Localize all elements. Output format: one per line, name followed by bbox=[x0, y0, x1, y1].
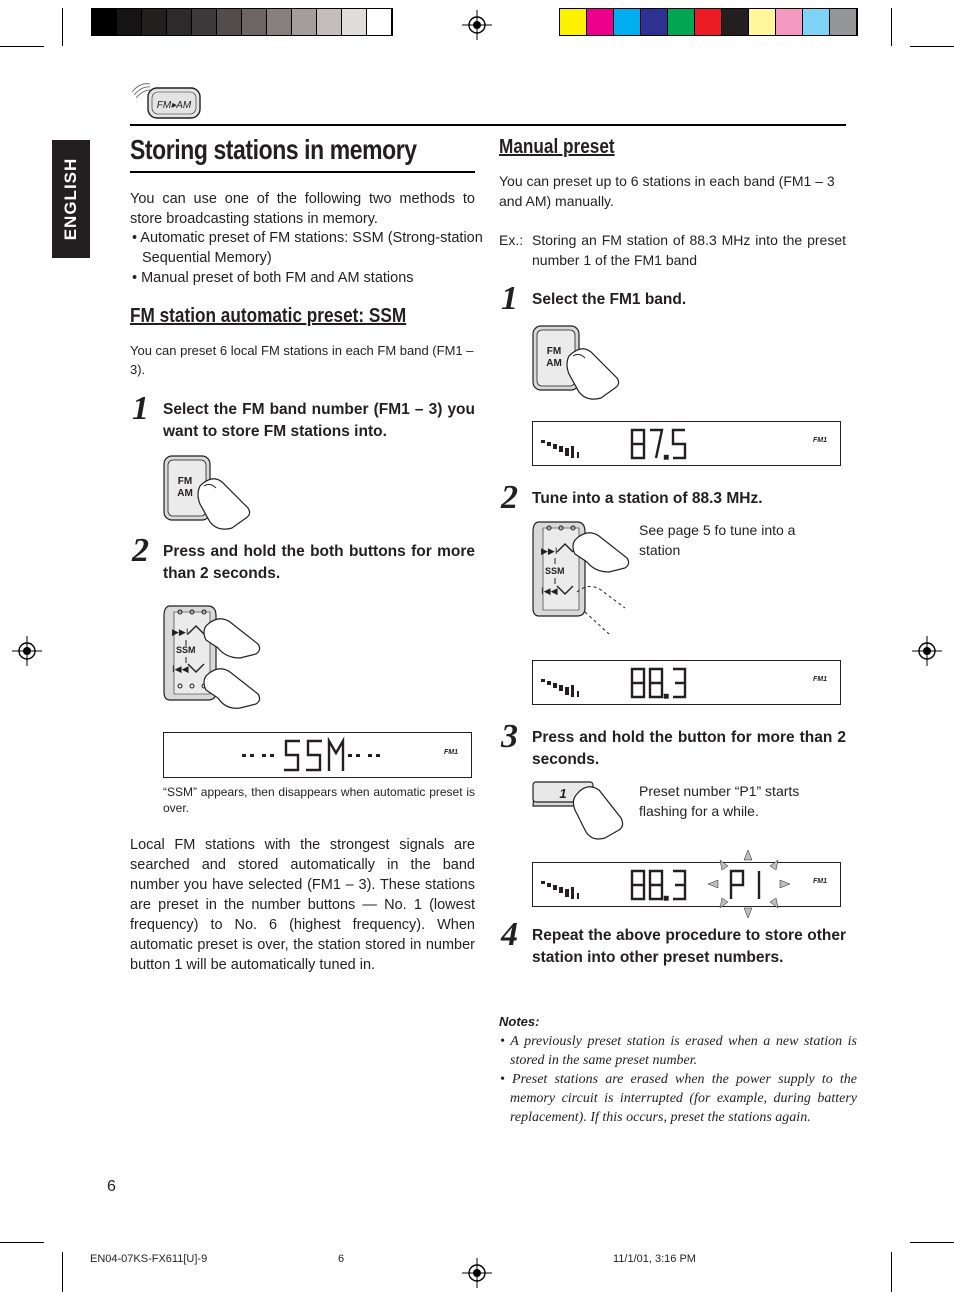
svg-text:▶▶I: ▶▶I bbox=[172, 628, 189, 638]
step-text: Select the FM band number (FM1 – 3) you want to store FM stations into. bbox=[163, 401, 475, 440]
ssm-buttons-illustration bbox=[160, 600, 265, 718]
page-title: Storing stations in memory bbox=[130, 134, 417, 165]
svg-text:FM1: FM1 bbox=[813, 878, 827, 885]
fm-am-button-illustration bbox=[160, 452, 255, 534]
footer-file-id: EN04-07KS-FX611[U]-9 bbox=[90, 1253, 208, 1265]
footer-timestamp: 11/1/01, 3:16 PM bbox=[613, 1253, 696, 1265]
color-swatch bbox=[722, 9, 749, 35]
fm-am-button-illustration bbox=[529, 322, 624, 406]
notes-title: Notes: bbox=[499, 1014, 540, 1029]
color-swatch bbox=[695, 9, 722, 35]
step-text: Press and hold the button for more than 2 seconds. bbox=[532, 729, 846, 768]
color-swatch bbox=[560, 9, 587, 35]
crop-mark bbox=[62, 8, 63, 46]
manual-intro: You can preset up to 6 stations in each band (FM1 – 3 and AM) manually. bbox=[499, 173, 835, 209]
svg-text:I◀◀: I◀◀ bbox=[172, 665, 189, 675]
step-number: 1 bbox=[501, 280, 518, 317]
color-swatch bbox=[803, 9, 830, 35]
registration-mark-icon bbox=[462, 10, 492, 40]
step-number: 2 bbox=[132, 532, 149, 569]
note-item: • Preset stations are erased when the power supply to the memory circuit is interrupted (for example, during battery replacement). If this occurs, preset the stations again. bbox=[500, 1072, 857, 1125]
svg-text:AM: AM bbox=[177, 488, 193, 499]
svg-text:FM: FM bbox=[546, 346, 562, 357]
color-calibration-bar bbox=[559, 8, 858, 36]
color-swatch bbox=[117, 9, 142, 35]
crop-mark bbox=[910, 1242, 954, 1243]
fm-am-mode-icon bbox=[130, 80, 202, 120]
color-swatch bbox=[776, 9, 803, 35]
step-text: Repeat the above procedure to store other station into other preset numbers. bbox=[532, 927, 846, 966]
step-text: Select the FM1 band. bbox=[532, 291, 687, 308]
step-number: 1 bbox=[132, 390, 149, 427]
color-swatch bbox=[342, 9, 367, 35]
crop-mark bbox=[891, 8, 892, 46]
crop-mark bbox=[0, 46, 44, 47]
note-item: • A previously preset station is erased when a new station is stored in the same preset number. bbox=[500, 1034, 857, 1068]
section-heading-ssm: FM station automatic preset: SSM bbox=[130, 305, 407, 327]
lcd-display-ssm bbox=[163, 732, 472, 778]
svg-text:AM: AM bbox=[546, 358, 562, 369]
svg-text:▶▶I: ▶▶I bbox=[541, 547, 558, 557]
lcd-caption: “SSM” appears, then disappears when automatic preset is over. bbox=[163, 785, 475, 815]
step3-note: Preset number “P1” starts flashing for a while. bbox=[639, 783, 800, 819]
flashing-indicator-icon bbox=[700, 848, 800, 920]
bullet-item: • Automatic preset of FM stations: SSM (Strong-station Sequential Memory) bbox=[132, 230, 483, 266]
registration-mark-icon bbox=[462, 1258, 492, 1288]
svg-text:FM1: FM1 bbox=[813, 437, 827, 444]
svg-text:FM: FM bbox=[177, 476, 193, 487]
crop-mark bbox=[62, 1252, 63, 1292]
crop-mark bbox=[0, 1242, 44, 1243]
color-swatch bbox=[142, 9, 167, 35]
color-swatch bbox=[92, 9, 117, 35]
page-number: 6 bbox=[107, 1178, 116, 1195]
language-tab: ENGLISH bbox=[52, 140, 90, 258]
step-number: 2 bbox=[501, 479, 518, 516]
svg-text:SSM: SSM bbox=[545, 566, 565, 576]
color-swatch bbox=[242, 9, 267, 35]
example-text: Storing an FM station of 88.3 MHz into the preset number 1 of the FM1 band bbox=[532, 232, 846, 268]
step-number: 3 bbox=[501, 718, 518, 755]
color-swatch bbox=[367, 9, 392, 35]
tune-buttons-illustration bbox=[529, 518, 634, 642]
grayscale-calibration-bar bbox=[91, 8, 393, 36]
ssm-intro: You can preset 6 local FM stations in each FM band (FM1 – 3). bbox=[130, 343, 474, 377]
color-swatch bbox=[614, 9, 641, 35]
lcd-display-875 bbox=[532, 421, 841, 466]
section-heading-manual: Manual preset bbox=[499, 136, 615, 158]
color-swatch bbox=[668, 9, 695, 35]
lcd-display-883 bbox=[532, 660, 841, 705]
example-label: Ex.: bbox=[499, 232, 524, 248]
color-swatch bbox=[749, 9, 776, 35]
step-text: Tune into a station of 88.3 MHz. bbox=[532, 490, 763, 507]
header-rule bbox=[130, 124, 846, 126]
color-swatch bbox=[292, 9, 317, 35]
svg-text:FM1: FM1 bbox=[444, 749, 458, 756]
step-text: Press and hold the both buttons for more than 2 seconds. bbox=[163, 543, 475, 582]
title-underline bbox=[130, 171, 475, 173]
svg-text:I◀◀: I◀◀ bbox=[541, 587, 558, 597]
step-number: 4 bbox=[501, 916, 518, 953]
footer-page: 6 bbox=[338, 1253, 345, 1265]
registration-mark-icon bbox=[12, 636, 42, 666]
color-swatch bbox=[217, 9, 242, 35]
svg-text:FM1: FM1 bbox=[813, 676, 827, 683]
preset-button-1-illustration bbox=[529, 778, 629, 854]
crop-mark bbox=[910, 46, 954, 47]
intro-paragraph: You can use one of the following two methods to store broadcasting stations in memory. bbox=[130, 191, 475, 227]
ssm-explanation: Local FM stations with the strongest signals are searched and stored automatically in the band number you have selected (FM1 – 3). These stations are preset in the number buttons — No. 1 (lowest frequency) to No. 6 (highest frequency). When automatic preset is over, the station stored in number button 1 will be automatically tuned in. bbox=[130, 837, 475, 973]
crop-mark bbox=[891, 1252, 892, 1292]
step2-note: See page 5 fo tune into a station bbox=[639, 522, 796, 558]
color-swatch bbox=[317, 9, 342, 35]
color-swatch bbox=[267, 9, 292, 35]
color-swatch bbox=[192, 9, 217, 35]
svg-text:SSM: SSM bbox=[176, 645, 196, 655]
registration-mark-icon bbox=[912, 636, 942, 666]
color-swatch bbox=[830, 9, 857, 35]
color-swatch bbox=[587, 9, 614, 35]
color-swatch bbox=[167, 9, 192, 35]
color-swatch bbox=[641, 9, 668, 35]
bullet-item: • Manual preset of both FM and AM stations bbox=[132, 270, 414, 286]
svg-text:1: 1 bbox=[559, 786, 567, 801]
svg-text:FM▸AM: FM▸AM bbox=[156, 100, 192, 111]
